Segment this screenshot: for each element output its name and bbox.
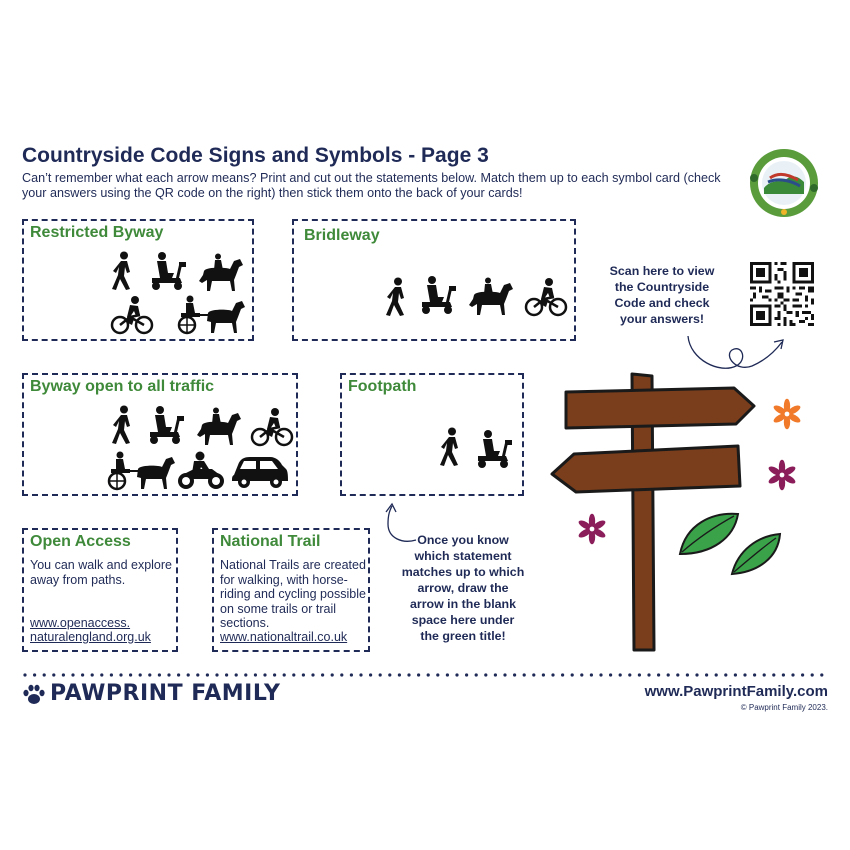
card-national-trail [212, 528, 370, 652]
cyclist-icon [524, 277, 568, 317]
paw-icon [22, 683, 46, 707]
qr-hint: Scan here to view the Countryside Code and check your answers! [609, 264, 715, 326]
national-trail-link[interactable]: www.nationaltrail.co.uk [220, 630, 348, 644]
walker-icon [436, 427, 466, 467]
draw-hint: Once you know which statement matches up to which arrow, draw the arrow in the blank space here under the green title! [401, 533, 525, 643]
brand-logo: PAWPRINT FAMILY [50, 681, 281, 706]
walker-icon [108, 405, 138, 445]
card-bridleway [292, 219, 576, 341]
mobility-scooter-icon [146, 405, 186, 445]
card-open-access [22, 528, 178, 652]
mobility-scooter-icon [474, 429, 514, 469]
card-title: Footpath [348, 378, 417, 395]
mobility-scooter-icon [148, 251, 188, 291]
flower-icon [576, 513, 608, 545]
open-access-link[interactable]: naturalengland.org.uk [30, 630, 151, 644]
copyright-notice: © Pawprint Family 2023. [740, 703, 828, 712]
website-link[interactable]: www.PawprintFamily.com [644, 683, 828, 700]
page-intro: Can’t remember what each arrow means? Print and cut out the statements below. Match them up to each symbol card (check your answers using the QR code on the right) then stick them onto the back of your cards! [22, 171, 721, 200]
card-restricted-byway [22, 219, 254, 341]
card-byway-open-to-all-traffic [22, 373, 298, 496]
walker-icon [382, 277, 412, 317]
footer-divider [22, 672, 828, 678]
car-icon [230, 451, 290, 491]
page-title: Countryside Code Signs and Symbols - Page 3 [22, 144, 489, 167]
horse-rider-icon [466, 277, 516, 317]
horse-carriage-icon [106, 451, 176, 491]
card-footpath [340, 373, 524, 496]
card-title: Restricted Byway [30, 224, 164, 241]
horse-carriage-icon [176, 295, 246, 335]
card-body: National Trails are created for walking, with horse-riding and cycling possible on some trails or trail sections. [220, 558, 366, 630]
motorbike-icon [176, 451, 226, 491]
card-title: National Trail [220, 533, 321, 550]
flower-icon [766, 459, 798, 491]
countryside-badge-icon [740, 148, 828, 218]
card-body: You can walk and explore away from paths. [30, 558, 172, 587]
horse-rider-icon [194, 407, 244, 447]
card-title: Open Access [30, 533, 131, 550]
cyclist-icon [250, 407, 294, 447]
card-title: Bridleway [304, 227, 380, 244]
leaf-icon [728, 530, 784, 580]
open-access-link[interactable]: www.openaccess. [30, 616, 131, 630]
card-title: Byway open to all traffic [30, 378, 215, 395]
cyclist-icon [110, 295, 154, 335]
walker-icon [108, 251, 138, 291]
flower-icon [771, 398, 803, 430]
qr-code-icon[interactable] [750, 262, 814, 326]
horse-rider-icon [196, 253, 246, 293]
mobility-scooter-icon [418, 275, 458, 315]
